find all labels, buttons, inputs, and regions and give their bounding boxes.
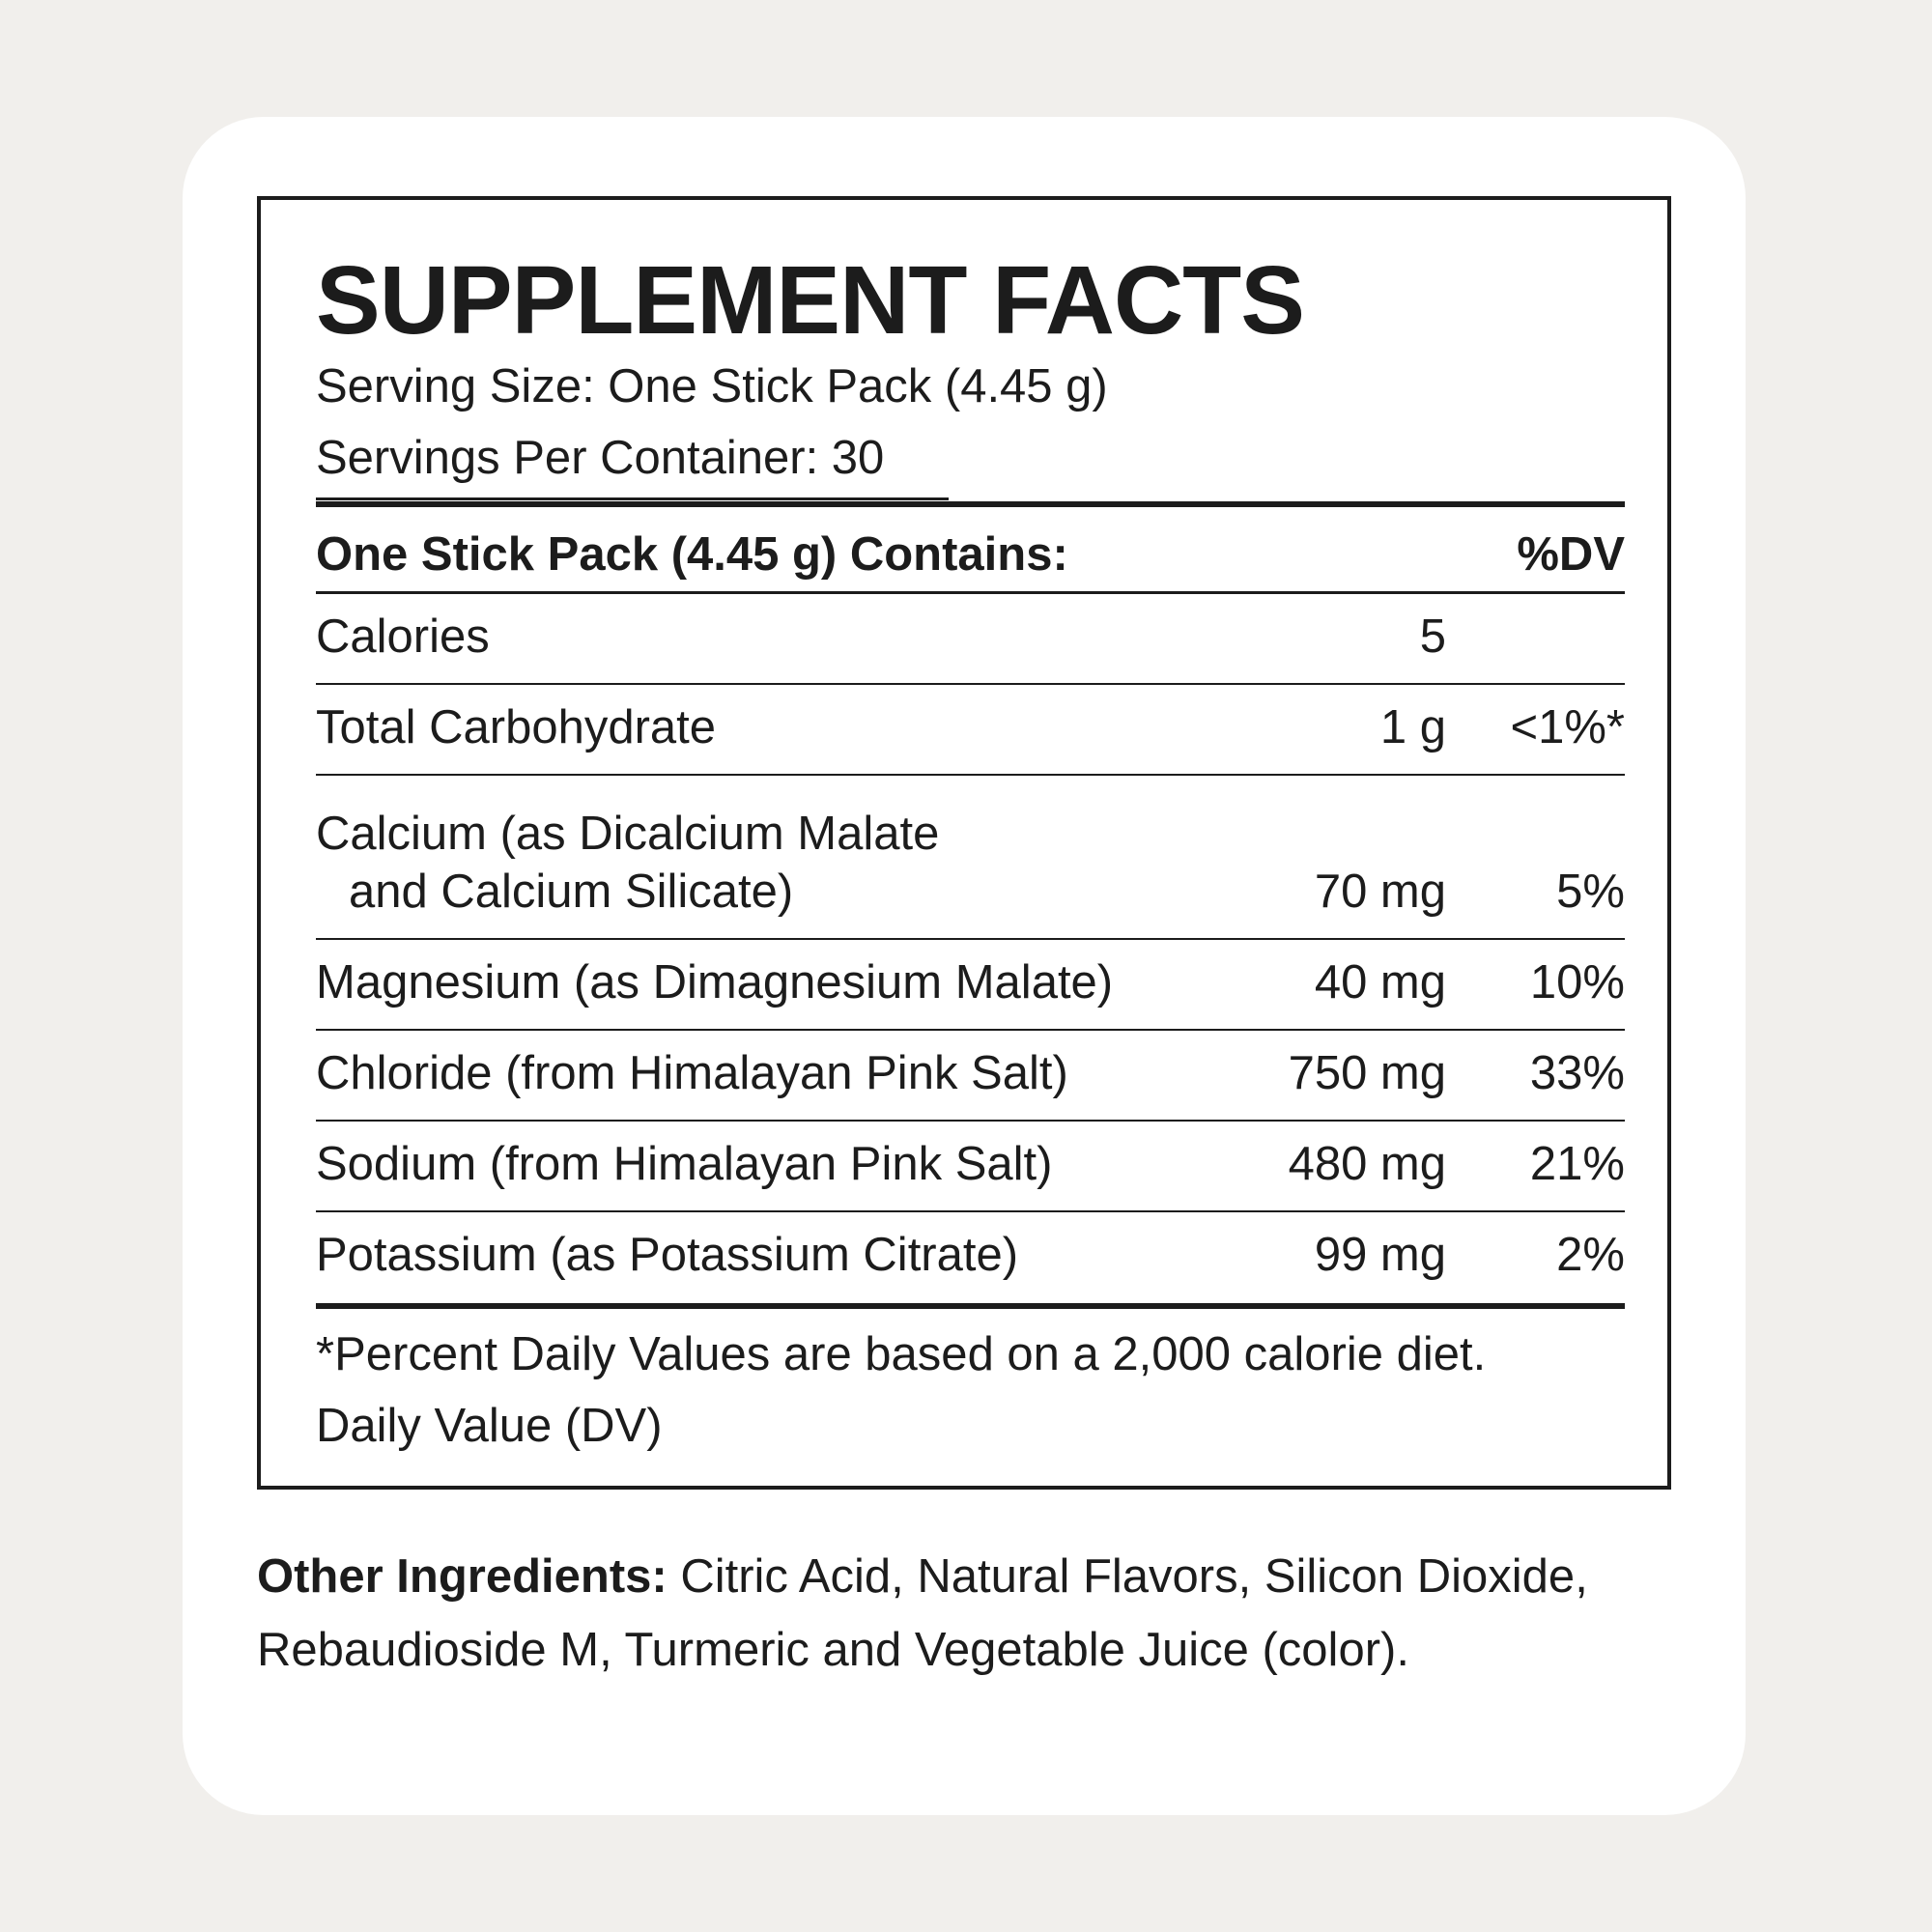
table-header-label: One Stick Pack (4.45 g) Contains: <box>316 528 1068 581</box>
nutrient-name <box>316 805 939 921</box>
thick-divider-top <box>316 501 1625 507</box>
table-row <box>316 594 1625 685</box>
nutrient-dv: <1%* <box>1510 701 1625 753</box>
nutrient-amount: 1 g <box>1379 701 1446 753</box>
table-row <box>316 1122 1625 1212</box>
nutrient-amount: 40 mg <box>1314 956 1446 1009</box>
table-row <box>316 685 1625 776</box>
table-row <box>316 776 1625 940</box>
table-row <box>316 1212 1625 1301</box>
serving-divider <box>316 497 949 500</box>
daily-value-footnote <box>316 1319 1486 1462</box>
nutrient-name: Sodium (from Himalayan Pink Salt) <box>316 1138 1053 1190</box>
table-header-dv: %DV <box>1517 528 1625 581</box>
nutrient-name: Total Carbohydrate <box>316 701 717 753</box>
nutrient-name: Magnesium (as Dimagnesium Malate) <box>316 956 1114 1009</box>
table-header <box>316 515 1625 594</box>
table-row <box>316 940 1625 1031</box>
nutrient-name-line1: Calcium (as Dicalcium Malate <box>316 808 940 860</box>
nutrient-amount: 750 mg <box>1288 1047 1446 1099</box>
nutrient-name-line2: and Calcium Silicate) <box>349 866 794 918</box>
servings-per-container: Servings Per Container: 30 <box>316 432 885 484</box>
nutrient-table <box>316 594 1625 1301</box>
footnote-line1: *Percent Daily Values are based on a 2,000 calorie diet. <box>316 1328 1487 1380</box>
nutrient-amount: 5 <box>1419 611 1446 663</box>
nutrient-dv: 33% <box>1529 1047 1625 1099</box>
nutrient-name: Calories <box>316 611 490 663</box>
nutrient-dv: 10% <box>1529 956 1625 1009</box>
panel-title: SUPPLEMENT FACTS <box>316 246 1304 355</box>
other-ingredients-label: Other Ingredients: <box>257 1550 668 1603</box>
thick-divider-bottom <box>316 1303 1625 1309</box>
nutrient-name: Chloride (from Himalayan Pink Salt) <box>316 1047 1068 1099</box>
nutrient-amount: 480 mg <box>1288 1138 1446 1190</box>
serving-size: Serving Size: One Stick Pack (4.45 g) <box>316 360 1108 412</box>
other-ingredients-text: Citric Acid, Natural Flavors, Silicon Dioxide, Rebaudioside M, Turmeric and Vegetable Juice (color). <box>257 1550 1588 1676</box>
nutrient-dv: 2% <box>1556 1229 1625 1281</box>
supplement-facts-panel <box>257 196 1671 1490</box>
other-ingredients <box>257 1540 1609 1687</box>
nutrient-amount: 70 mg <box>1314 866 1446 918</box>
nutrient-dv: 5% <box>1556 866 1625 918</box>
nutrient-amount: 99 mg <box>1314 1229 1446 1281</box>
table-row <box>316 1031 1625 1122</box>
footnote-line2: Daily Value (DV) <box>316 1400 663 1452</box>
nutrient-name: Potassium (as Potassium Citrate) <box>316 1229 1019 1281</box>
nutrient-dv: 21% <box>1529 1138 1625 1190</box>
